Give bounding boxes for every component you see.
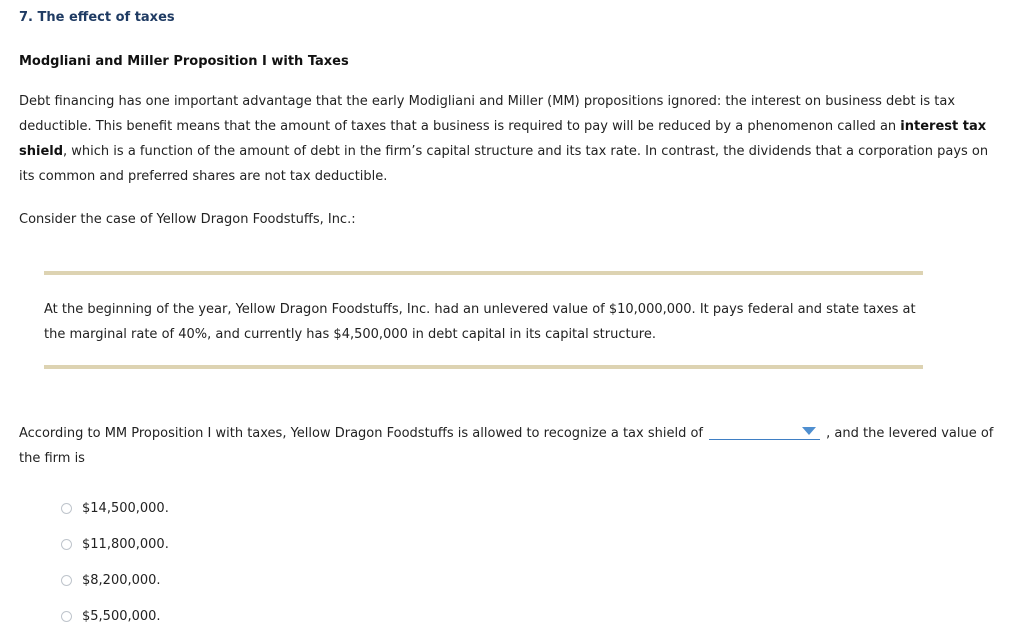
- intro-paragraph: [19, 89, 994, 189]
- tax-shield-dropdown[interactable]: [709, 423, 820, 440]
- intro-text-part2: , which is a function of the amount of debt in the firm’s capital structure and its tax rate. In contrast, the dividends that a corporation pays on its common and preferred shares are not tax deductible.: [19, 144, 989, 184]
- answer-option[interactable]: [61, 490, 169, 526]
- answer-option[interactable]: [61, 598, 169, 634]
- prompt-before-dropdown: According to MM Proposition I with taxes, Yellow Dragon Foodstuffs is allowed to recognize a tax shield of: [19, 426, 703, 441]
- answer-option[interactable]: [61, 526, 169, 562]
- case-box: [44, 271, 923, 369]
- answer-option-label: $14,500,000.: [82, 500, 169, 516]
- radio-button-icon[interactable]: [61, 539, 72, 550]
- question-prompt: [19, 421, 994, 471]
- section-heading: Modgliani and Miller Proposition I with Taxes: [19, 54, 349, 69]
- answer-option-label: $5,500,000.: [82, 608, 161, 624]
- question-title: 7. The effect of taxes: [19, 10, 175, 25]
- radio-button-icon[interactable]: [61, 575, 72, 586]
- answer-option[interactable]: [61, 562, 169, 598]
- prompt-after-dropdown: , and the levered value of the firm is: [19, 426, 994, 466]
- answer-option-label: $11,800,000.: [82, 536, 169, 552]
- chevron-down-icon[interactable]: [802, 427, 816, 435]
- answer-option-label: $8,200,000.: [82, 572, 161, 588]
- radio-button-icon[interactable]: [61, 611, 72, 622]
- intro-text-part1: Debt financing has one important advantage that the early Modigliani and Miller (MM) propositions ignored: the interest on business debt is tax deductible. This benefit means that the amount of taxes that a business is required to pay will be reduced by a phenomenon called an: [19, 94, 956, 134]
- consider-text: Consider the case of Yellow Dragon Foodstuffs, Inc.:: [19, 212, 356, 227]
- radio-button-icon[interactable]: [61, 503, 72, 514]
- answer-options: [61, 490, 169, 634]
- intro-bold-term: interest tax shield: [19, 119, 987, 159]
- case-text: At the beginning of the year, Yellow Dragon Foodstuffs, Inc. had an unlevered value of $10,000,000. It pays federal and state taxes at the marginal rate of 40%, and currently has $4,500,000 in debt capital in its capital structure.: [44, 302, 916, 342]
